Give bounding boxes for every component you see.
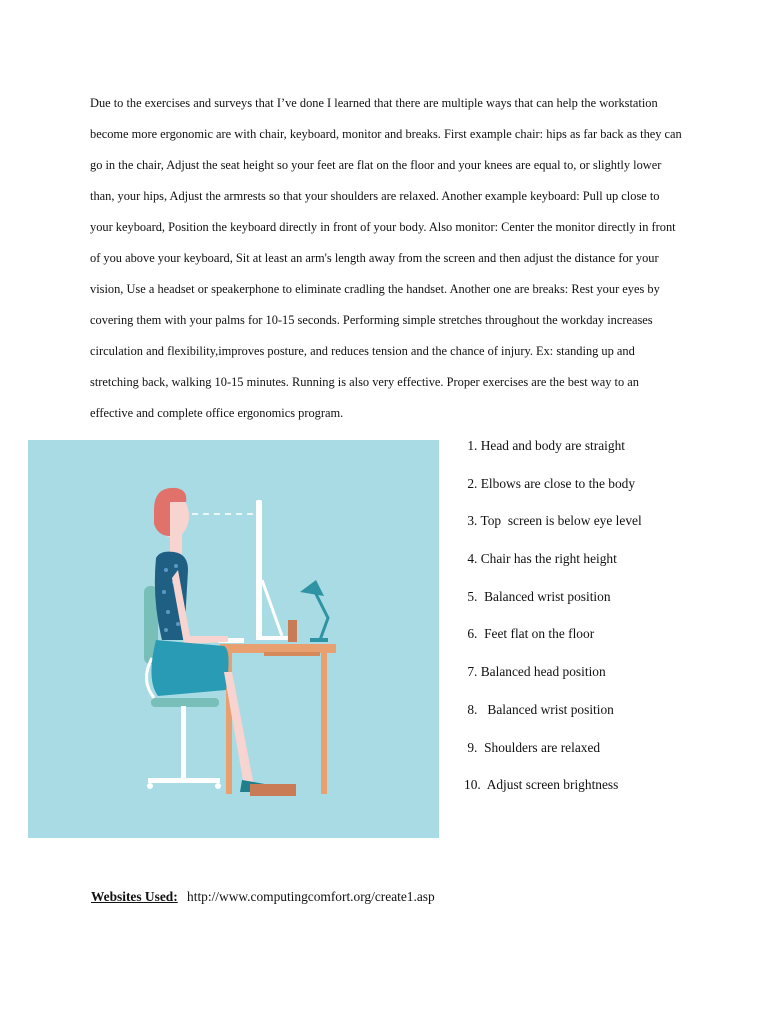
checklist-item: 1. Head and body are straight <box>464 438 626 453</box>
checklist-item: 5. Balanced wrist position <box>464 588 611 604</box>
cup <box>288 620 297 642</box>
websites-label: Websites Used: <box>91 889 178 904</box>
checklist-item: 7. Balanced head position <box>464 664 606 680</box>
checklist-item: 2. Elbows are close to the body <box>464 475 636 491</box>
checklist-item: 6. Feet flat on the floor <box>464 626 595 642</box>
body-paragraph: Due to the exercises and surveys that I’ve done I learned that there are multiple ways that can help the workstation become more ergonomic are with chair, keyboard, monitor and breaks. First example chair: hips as far back as they can go in the chair, Adjust the seat height so your feet are flat on the floor and your knees are equal to, or slightly lower than, your hips, Adjust the armrests so that your shoulders are relaxed. Another example keyboard: Pull up close to your keyboard, Position the keyboard directly in front of your body. Also monitor: Center the monitor directly in front of you above your keyboard, Sit at least an arm's length away from the screen and then adjust the distance for your vision, Use a headset or speakerphone to eliminate cradling the handset. Another one are breaks: Rest your eyes by covering them with your palms for 10-15 seconds. Performing simple stretches throughout the workday increases circulation and flexibility,improves posture, and reduces tension and the chance of injury. Ex: standing up and stretching back, walking 10-15 minutes. Running is also very effective. Proper exercises are the best way to an effective and complete office ergonomics program. <box>90 96 682 420</box>
checklist-item: 10. Adjust screen brightness <box>464 777 619 793</box>
ergonomics-checklist <box>464 432 642 809</box>
website-url-link[interactable]: http://www.computingcomfort.org/create1.asp <box>187 889 435 904</box>
checklist-item: 3. Top screen is below eye level <box>464 513 642 529</box>
checklist-item: 4. Chair has the right height <box>464 551 617 567</box>
ergonomic-workstation-illustration <box>28 440 439 838</box>
checklist-item: 8. Balanced wrist position <box>464 701 614 717</box>
websites-used <box>91 889 435 905</box>
checklist-item: 9. Shoulders are relaxed <box>464 739 601 755</box>
